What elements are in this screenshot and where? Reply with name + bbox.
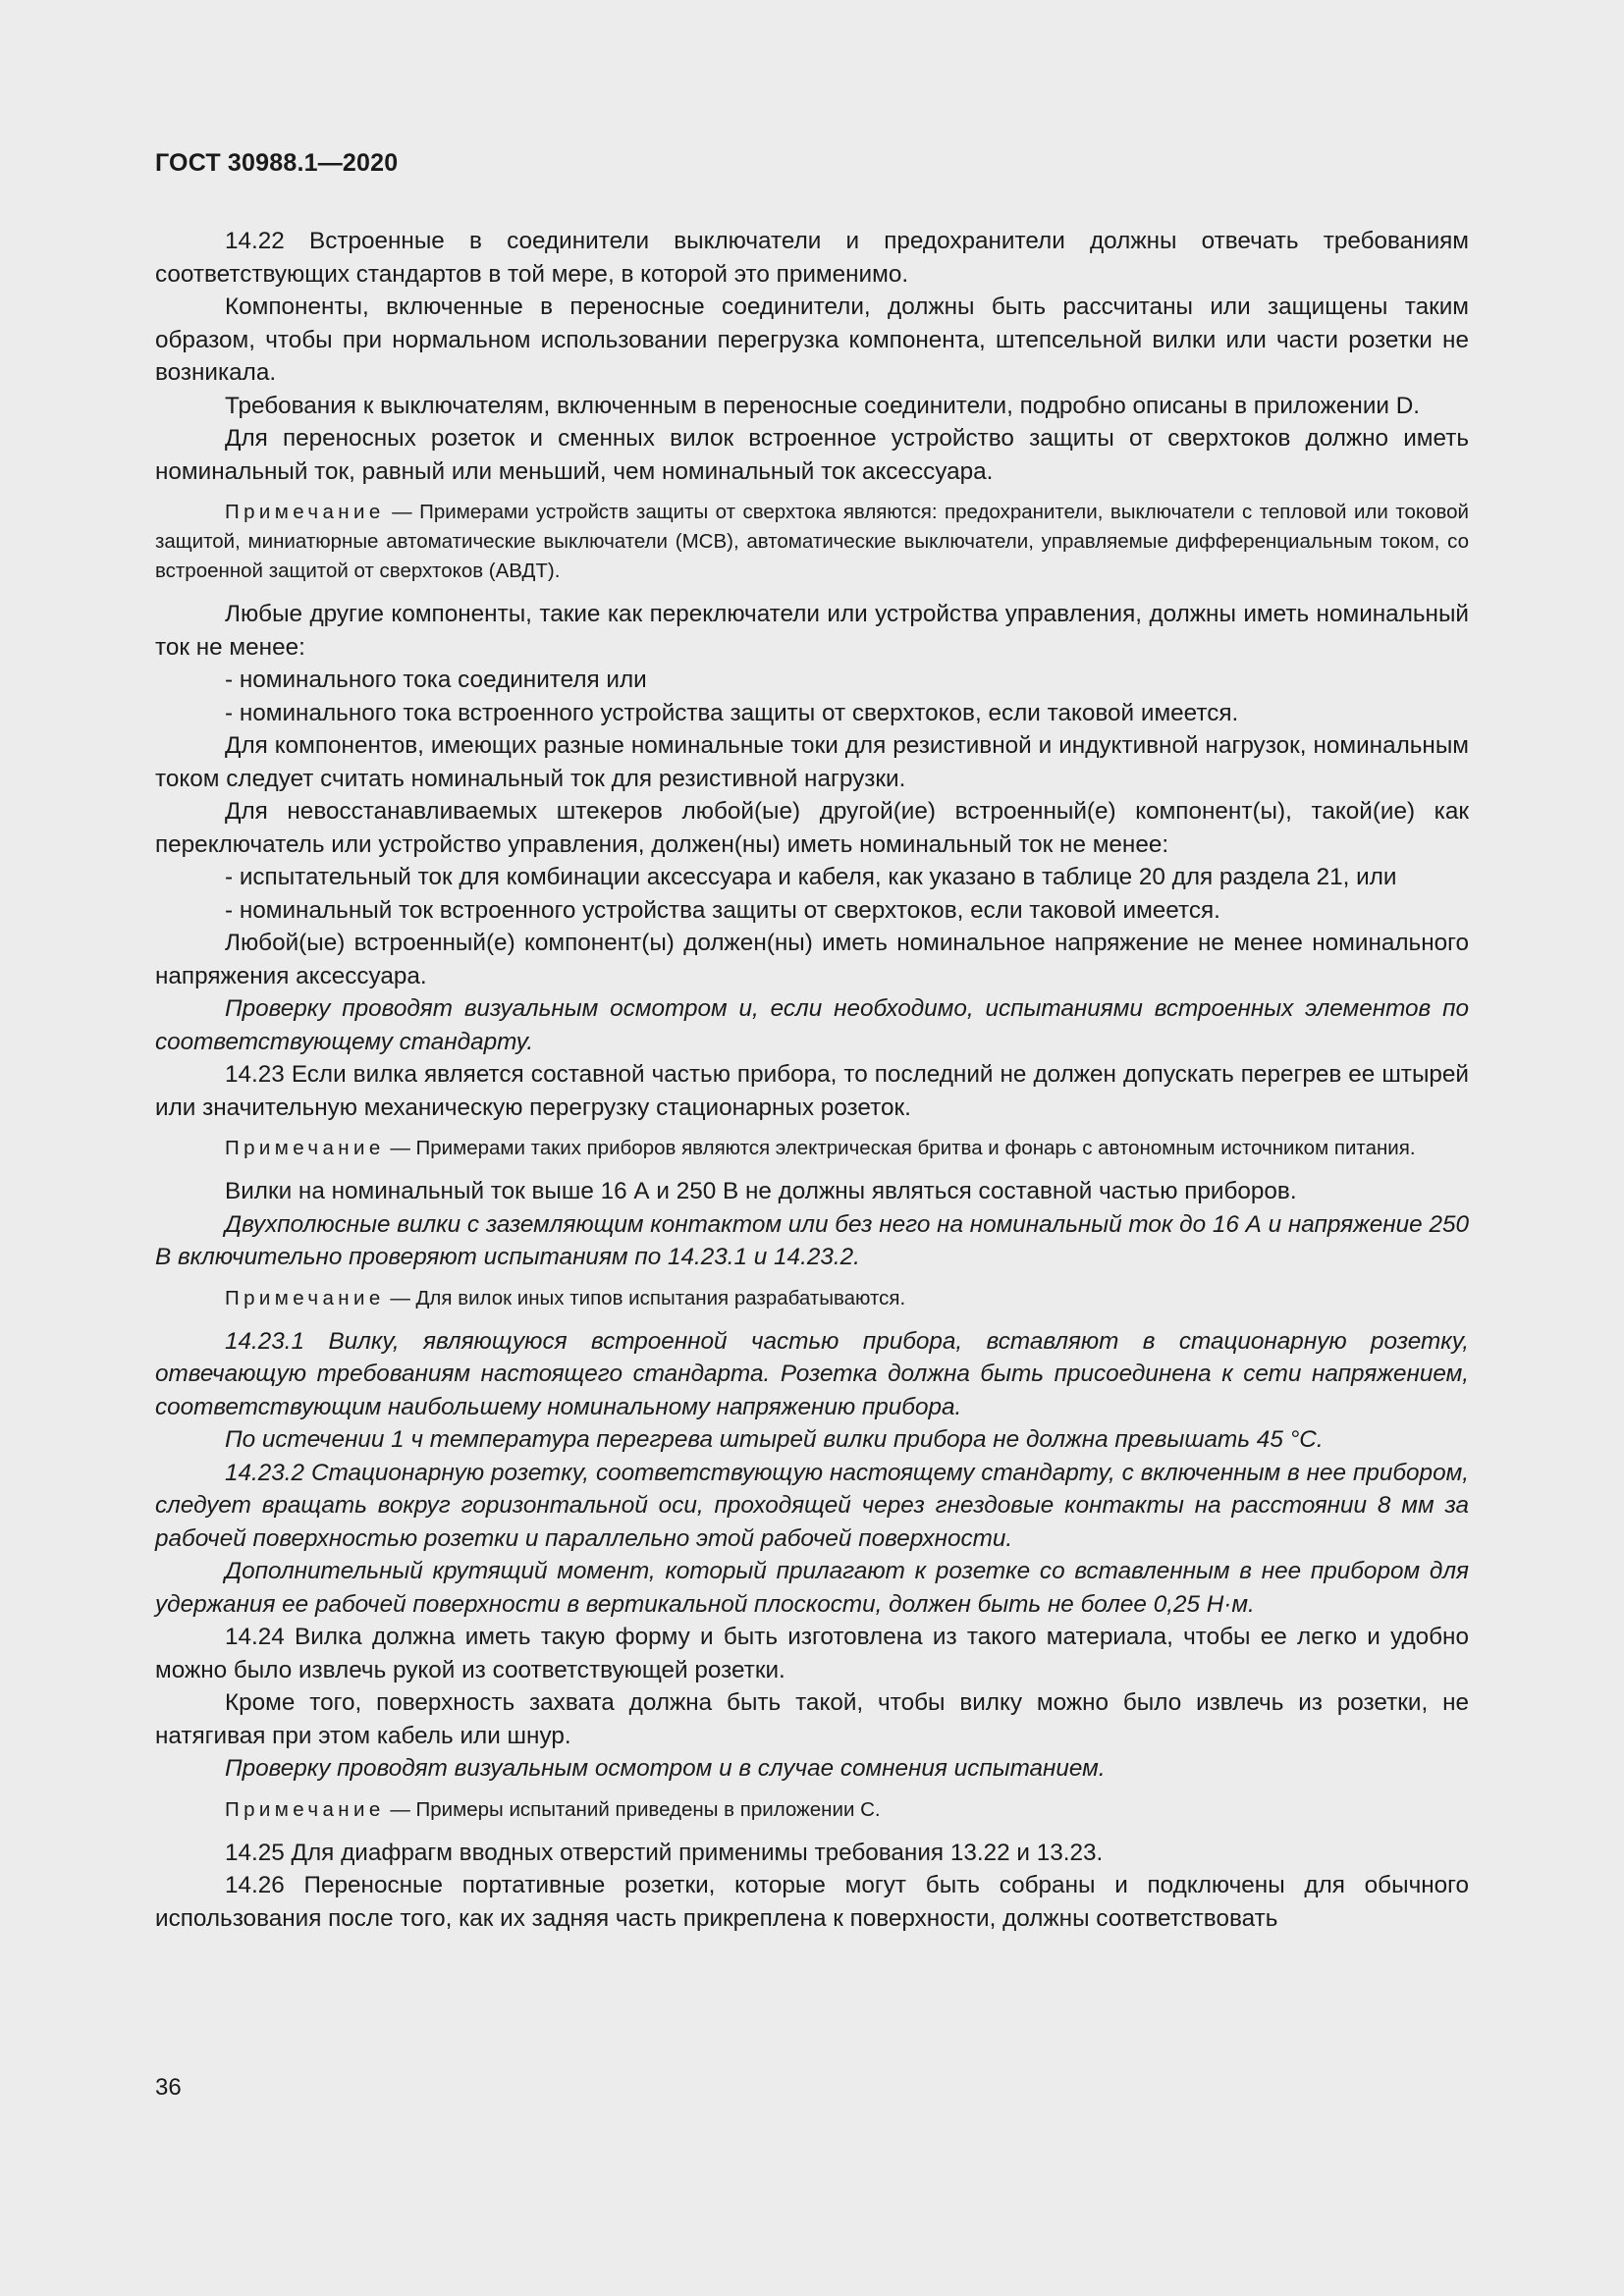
paragraph: 14.25 Для диафрагм вводных отверстий применимы требования 13.22 и 13.23. (225, 1839, 1104, 1866)
paragraph: Любые другие компоненты, такие как переключатели или устройства управления, должны иметь номинальный ток не менее: (155, 601, 1469, 661)
italic-paragraph: Двухполюсные вилки с заземляющим контактом или без него на номинальный ток до 16 А и напряжение 250 В включительно проверяют испытаниям по 14.23.1 и 14.23.2. (155, 1210, 1469, 1270)
italic-paragraph: 14.23.2 Стационарную розетку, соответствующую настоящему стандарту, с включенным в нее прибором, следует вращать вокруг горизонтальной оси, проходящей через гнездовые контакты на расстоянии 8 мм за рабочей поверхностью розетки и параллельно этой рабочей поверхности. (155, 1459, 1469, 1552)
page-number: 36 (155, 2074, 182, 2101)
paragraph: 14.26 Переносные портативные розетки, которые могут быть собраны и подключены для обычного использования после того, как их задняя часть прикреплена к поверхности, должны соответствовать (155, 1872, 1469, 1932)
note-label: Примечание (225, 1137, 385, 1159)
note-label: Примечание (225, 501, 385, 523)
paragraph: Для компонентов, имеющих разные номинальные токи для резистивной и индуктивной нагрузок, номинальным током следует считать номинальный ток для резистивной нагрузки. (155, 732, 1469, 792)
note-paragraph (155, 1134, 1469, 1163)
italic-paragraph: Проверку проводят визуальным осмотром и в случае сомнения испытанием. (225, 1755, 1106, 1782)
note-text: — Примерами устройств защиты от сверхтока являются: предохранители, выключатели с тепловой или токовой защитой, миниатюрные автоматические выключатели (МСВ), автоматические выключатели, управляемые дифференциальным током, со встроенной защитой от сверхтоков (АВДТ). (155, 501, 1469, 582)
paragraph: Вилки на номинальный ток выше 16 А и 250 В не должны являться составной частью приборов. (225, 1178, 1297, 1204)
paragraph: 14.24 Вилка должна иметь такую форму и быть изготовлена из такого материала, чтобы ее легко и удобно можно было извлечь рукой из соответствующей розетки. (155, 1624, 1469, 1683)
list-item: - номинальный ток встроенного устройства защиты от сверхтоков, если таковой имеется. (225, 896, 1220, 924)
note-text: — Для вилок иных типов испытания разрабатываются. (384, 1286, 906, 1309)
list-item: - номинального тока соединителя или (225, 667, 647, 693)
paragraph: Кроме того, поверхность захвата должна быть такой, чтобы вилку можно было извлечь из розетки, не натягивая при этом кабель или шнур. (155, 1689, 1469, 1749)
paragraph: Для невосстанавливаемых штекеров любой(ые) другой(ие) встроенный(е) компонент(ы), такой(ие) как переключатель или устройство управления, должен(ны) иметь номинальный ток не менее: (155, 798, 1469, 858)
italic-paragraph: Проверку проводят визуальным осмотром и, если необходимо, испытаниями встроенных элементов по соответствующему стандарту. (155, 995, 1469, 1055)
note-label: Примечание (225, 1286, 385, 1309)
document-body (155, 225, 1469, 1935)
italic-paragraph: Дополнительный крутящий момент, который прилагают к розетке со вставленным в нее прибором для удержания ее рабочей поверхности в вертикальной плоскости, должен быть не более 0,25 Н·м. (155, 1558, 1469, 1618)
paragraph: 14.23 Если вилка является составной частью прибора, то последний не должен допускать перегрев ее штырей или значительную механическую перегрузку стационарных розеток. (155, 1061, 1469, 1121)
list-item: - испытательный ток для комбинации аксессуара и кабеля, как указано в таблице 20 для раздела 21, или (225, 864, 1397, 890)
paragraph: Требования к выключателям, включенным в переносные соединители, подробно описаны в приложении D. (225, 392, 1421, 419)
note-paragraph (155, 498, 1469, 586)
paragraph: Компоненты, включенные в переносные соединители, должны быть рассчитаны или защищены таким образом, чтобы при нормальном использовании перегрузка компонента, штепсельной вилки или части розетки не возникала. (155, 294, 1469, 386)
paragraph: 14.22 Встроенные в соединители выключатели и предохранители должны отвечать требованиям соответствующих стандартов в той мере, в которой это применимо. (155, 228, 1469, 288)
note-paragraph (155, 1284, 1469, 1313)
italic-paragraph: 14.23.1 Вилку, являющуюся встроенной частью прибора, вставляют в стационарную розетку, отвечающую требованиям настоящего стандарта. Розетка должна быть присоединена к сети напряжением, соответствующим наибольшему номинальному напряжению прибора. (155, 1327, 1469, 1420)
note-text: — Примеры испытаний приведены в приложении С. (384, 1797, 881, 1821)
italic-paragraph: По истечении 1 ч температура перегрева штырей вилки прибора не должна превышать 45 °С. (225, 1426, 1324, 1453)
list-item: - номинального тока встроенного устройства защиты от сверхтоков, если таковой имеется. (225, 699, 1239, 726)
note-text: — Примерами таких приборов являются электрическая бритва и фонарь с автономным источником питания. (384, 1137, 1416, 1159)
document-title: ГОСТ 30988.1—2020 (155, 149, 399, 177)
note-paragraph (155, 1795, 1469, 1825)
paragraph: Любой(ые) встроенный(е) компонент(ы) должен(ны) иметь номинальное напряжение не менее номинального напряжения аксессуара. (155, 930, 1469, 989)
paragraph: Для переносных розеток и сменных вилок встроенное устройство защиты от сверхтоков должно иметь номинальный ток, равный или меньший, чем номинальный ток аксессуара. (155, 425, 1469, 485)
note-label: Примечание (225, 1797, 385, 1821)
